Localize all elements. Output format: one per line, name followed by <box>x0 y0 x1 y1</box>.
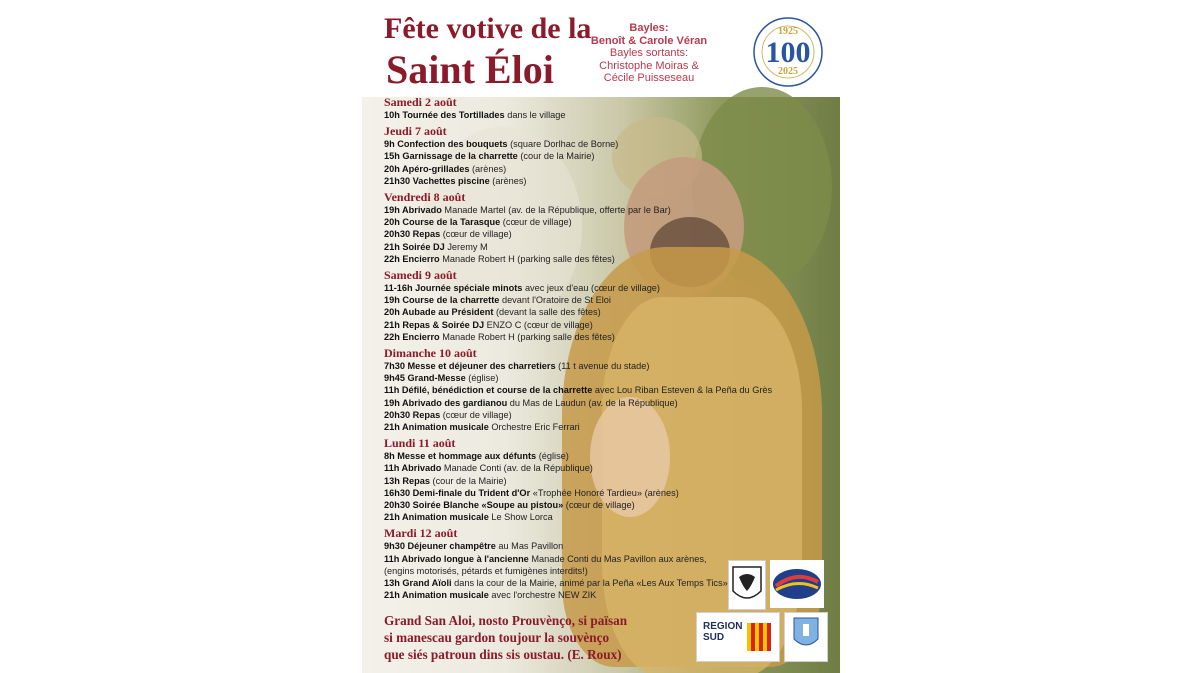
event-time-title: 11h Défilé, bénédiction et course de la charrette <box>384 385 593 396</box>
event-item <box>384 360 804 372</box>
event-detail: Manade Robert H (parking salle des fêtes) <box>439 331 615 342</box>
event-time-title: 13h Grand Aïoli <box>384 578 452 589</box>
event-detail: Manade Martel (av. de la République, offerte par le Bar) <box>441 205 671 216</box>
event-item <box>384 540 804 552</box>
event-time-title: 7h30 Messe et déjeuner des charretiers <box>384 361 556 372</box>
event-time-title: 10h Tournée des Tortillades <box>384 110 505 120</box>
event-time-title: 8h Messe et hommage aux défunts <box>384 451 537 462</box>
event-item <box>384 253 804 265</box>
event-item <box>384 306 804 318</box>
event-detail: (11 t avenue du stade) <box>555 361 650 372</box>
event-time-title: 9h45 Grand-Messe <box>384 373 466 384</box>
day-heading: Jeudi 7 août <box>384 124 447 139</box>
event-item <box>384 204 804 216</box>
event-detail: au Mas Pavillon <box>495 541 564 552</box>
event-item <box>384 331 804 343</box>
event-detail: du Mas de Laudun (av. de la République) <box>507 397 678 408</box>
event-item <box>384 384 804 396</box>
event-item <box>384 487 804 499</box>
event-item <box>384 109 804 121</box>
association-gresouillaise-logo <box>770 560 824 608</box>
event-time-title: 21h Animation musicale <box>384 512 489 523</box>
event-detail: (église) <box>536 451 569 462</box>
bayles-sortants-label: Bayles sortants: <box>609 47 689 59</box>
event-detail: avec Lou Riban Esteven & la Peña du Grès <box>592 385 773 396</box>
club-taurin-logo <box>728 560 766 610</box>
event-item <box>384 216 804 228</box>
quote-line-2: si manescau gardon toujour la souvènço <box>384 630 610 645</box>
region-line-2: SUD <box>703 632 725 643</box>
event-detail: (cour de la Mairie) <box>429 475 507 486</box>
commune-logo <box>784 612 828 662</box>
poster-title <box>384 12 591 94</box>
event-time-title: 22h Encierro <box>384 331 440 342</box>
event-item <box>384 397 804 409</box>
provencal-quote <box>384 612 627 663</box>
event-detail: (devant la salle des fêtes) <box>493 307 601 318</box>
event-time-title: 11h Abrivado <box>384 463 442 474</box>
event-time-title: 20h Course de la Tarasque <box>384 217 501 228</box>
event-item <box>384 282 804 294</box>
day-heading: Dimanche 10 août <box>384 346 477 361</box>
festival-poster <box>362 0 840 673</box>
event-time-title: 20h30 Repas <box>384 409 441 420</box>
event-time-title: 19h Abrivado des gardianou <box>384 397 508 408</box>
event-detail: Manade Conti (av. de la République) <box>441 463 593 474</box>
event-item <box>384 421 804 433</box>
event-time-title: 21h Soirée DJ <box>384 241 445 252</box>
event-item <box>384 319 804 331</box>
event-detail: Manade Conti du Mas Pavillon aux arènes, <box>528 553 707 564</box>
bull-shield-icon <box>729 561 765 609</box>
event-item <box>384 462 804 474</box>
event-detail: (square Dorlhac de Borne) <box>507 139 619 150</box>
event-detail: Orchestre Eric Ferrari <box>488 422 580 433</box>
title-line-2: Saint Éloi <box>386 47 554 92</box>
logo-number: 100 <box>765 36 811 69</box>
event-detail: Jeremy M <box>444 241 488 252</box>
event-item <box>384 228 804 240</box>
programme <box>384 96 804 602</box>
event-detail: Manade Robert H (parking salle des fêtes) <box>439 253 615 264</box>
event-time-title: 15h Garnissage de la charrette <box>384 151 518 162</box>
event-detail: (cœur de village) <box>440 229 512 240</box>
event-time-title: 21h Animation musicale <box>384 590 489 601</box>
event-item <box>384 241 804 253</box>
event-detail: (cœur de village) <box>500 217 572 228</box>
event-item <box>384 409 804 421</box>
bayles-block <box>584 22 714 85</box>
event-time-title: 20h30 Repas <box>384 229 441 240</box>
event-time-title: 21h30 Vachettes piscine <box>384 175 490 186</box>
day-heading: Lundi 11 août <box>384 436 456 451</box>
bayles-sortants-names-1: Christophe Moiras & <box>599 59 699 72</box>
event-detail: (arènes) <box>469 163 507 174</box>
event-item <box>384 511 804 523</box>
bayles-names: Benoît & Carole Véran <box>590 34 708 47</box>
event-detail: dans la cour de la Mairie, animé par la Peña «Les Aux Temps Tics» <box>451 578 728 589</box>
centenary-logo <box>752 16 824 88</box>
event-item <box>384 138 804 150</box>
event-time-title: 9h Confection des bouquets <box>384 139 508 150</box>
logo-year-start: 1925 <box>778 26 798 37</box>
day-heading: Vendredi 8 août <box>384 190 466 205</box>
event-time-title: 9h30 Déjeuner champêtre <box>384 541 496 552</box>
event-detail: (engins motorisés, pétards et fumigènes interdits!) <box>384 565 588 576</box>
bayles-heading: Bayles: <box>629 22 669 34</box>
quote-line-3: que siés patroun dins sis oustau. (E. Roux) <box>384 647 622 662</box>
event-item <box>384 372 804 384</box>
event-item <box>384 163 804 175</box>
event-time-title: 20h30 Soirée Blanche «Soupe au pistou» <box>384 500 564 511</box>
day-heading: Mardi 12 août <box>384 526 458 541</box>
event-item <box>384 294 804 306</box>
event-time-title: 21h Repas & Soirée DJ <box>384 319 485 330</box>
event-detail: avec l'orchestre NEW ZIK <box>488 590 597 601</box>
title-line-1: Fête votive de la <box>384 12 592 45</box>
event-item <box>384 499 804 511</box>
event-detail: (cour de la Mairie) <box>517 151 595 162</box>
association-oval-icon <box>770 560 824 608</box>
event-detail: «Trophée Honoré Tardieu» (arènes) <box>530 487 679 498</box>
bayles-sortants-names-2: Cécile Puisseseau <box>603 72 695 84</box>
commune-shield-icon <box>785 613 827 661</box>
event-time-title: 19h Course de la charrette <box>384 295 500 306</box>
event-time-title: 21h Animation musicale <box>384 422 489 433</box>
event-time-title: 13h Repas <box>384 475 430 486</box>
event-time-title: 20h Aubade au Président <box>384 307 494 318</box>
quote-line-1: Grand San Aloi, nosto Prouvènço, si païsan <box>384 613 628 628</box>
event-item <box>384 150 804 162</box>
event-time-title: 16h30 Demi-finale du Trident d'Or <box>384 487 531 498</box>
event-item <box>384 475 804 487</box>
event-detail: avec jeux d'eau (cœur de village) <box>522 283 660 294</box>
event-detail: dans le village <box>504 110 566 120</box>
event-time-title: 20h Apéro-grillades <box>384 163 470 174</box>
logo-year-end: 2025 <box>778 66 798 77</box>
event-detail: ENZO C (cœur de village) <box>484 319 593 330</box>
event-detail: (cœur de village) <box>440 409 512 420</box>
day-heading: Samedi 2 août <box>384 95 457 109</box>
event-detail: (cœur de village) <box>563 500 635 511</box>
event-detail: (église) <box>465 373 499 384</box>
event-detail: (arènes) <box>489 175 527 186</box>
event-time-title: 11-16h Journée spéciale minots <box>384 283 523 294</box>
event-detail: devant l'Oratoire de St Eloi <box>499 295 611 306</box>
provence-flag-icon <box>747 623 771 651</box>
region-sud-logo <box>696 612 780 662</box>
event-detail: Le Show Lorca <box>488 512 553 523</box>
day-heading: Samedi 9 août <box>384 268 457 283</box>
region-line-1: REGION <box>703 621 743 632</box>
event-time-title: 11h Abrivado longue à l'ancienne <box>384 553 529 564</box>
event-item <box>384 175 804 187</box>
event-item <box>384 450 804 462</box>
event-time-title: 19h Abrivado <box>384 205 442 216</box>
event-time-title: 22h Encierro <box>384 253 440 264</box>
